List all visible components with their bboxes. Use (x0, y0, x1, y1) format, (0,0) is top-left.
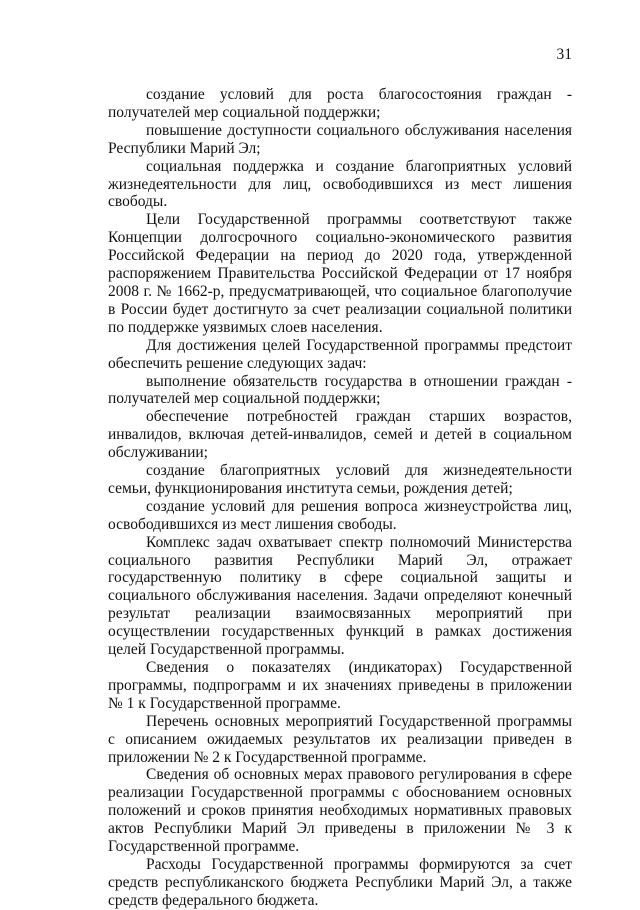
paragraph: Сведения о показателях (индикаторах) Государственной программы, подпрограмм и их значениях приведены в приложении № 1 к Государственной программе. (108, 659, 572, 712)
paragraph: Цели Государственной программы соответствуют также Концепции долгосрочного социально-экономического развития Российской Федерации на период до 2020 года, утвержденной распоряжением Правительства Российской Федерации от 17 ноября 2008 г. № 1662-р, предусматривающей, что социальное благополучие в России будет достигнуто за счет реализации социальной политики по поддержке уязвимых слоев населения. (108, 211, 572, 336)
paragraph: создание условий для роста благосостояния граждан - получателей мер социальной поддержки; (108, 86, 572, 121)
paragraph: выполнение обязательств государства в отношении граждан - получателей мер социальной поддержки; (108, 372, 572, 408)
paragraph: создание благоприятных условий для жизнедеятельности семьи, функционирования института семьи, рождения детей; (108, 462, 572, 497)
paragraph: Для достижения целей Государственной программы предстоит обеспечить решение следующих задач: (108, 336, 572, 372)
paragraph: социальная поддержка и создание благоприятных условий жизнедеятельности для лиц, освободившихся из мест лишения свободы. (108, 157, 572, 211)
paragraph: повышение доступности социального обслуживания населения Республики Марий Эл; (108, 121, 572, 157)
page-number: 31 (556, 46, 572, 63)
paragraph: Сведения об основных мерах правового регулирования в сфере реализации Государственной программы с обоснованием основных положений и сроков принятия необходимых нормативных правовых актов Республики Марий Эл приведены в приложении № 3 к Государственной программе. (108, 766, 572, 856)
paragraph: обеспечение потребностей граждан старших возрастов, инвалидов, включая детей-инвалидов, семей и детей в социальном обслуживании; (108, 408, 572, 462)
paragraph: создание условий для решения вопроса жизнеустройства лиц, освободившихся из мест лишения свободы. (108, 497, 572, 533)
document-body (108, 86, 572, 910)
paragraph: Расходы Государственной программы формируются за счет средств республиканского бюджета Республики Марий Эл, а также средств федерального бюджета. (108, 855, 572, 909)
paragraph: Перечень основных мероприятий Государственной программы с описанием ожидаемых результатов их реализации приведен в приложении № 2 к Государственной программе. (108, 712, 572, 766)
paragraph: Комплекс задач охватывает спектр полномочий Министерства социального развития Республики Марий Эл, отражает государственную политику в сфере социальной защиты и социального обслуживания населения. Задачи определяют конечный результат реализации взаимосвязанных мероприятий при осуществлении государственных функций в рамках достижения целей Государственной программы. (108, 533, 572, 659)
